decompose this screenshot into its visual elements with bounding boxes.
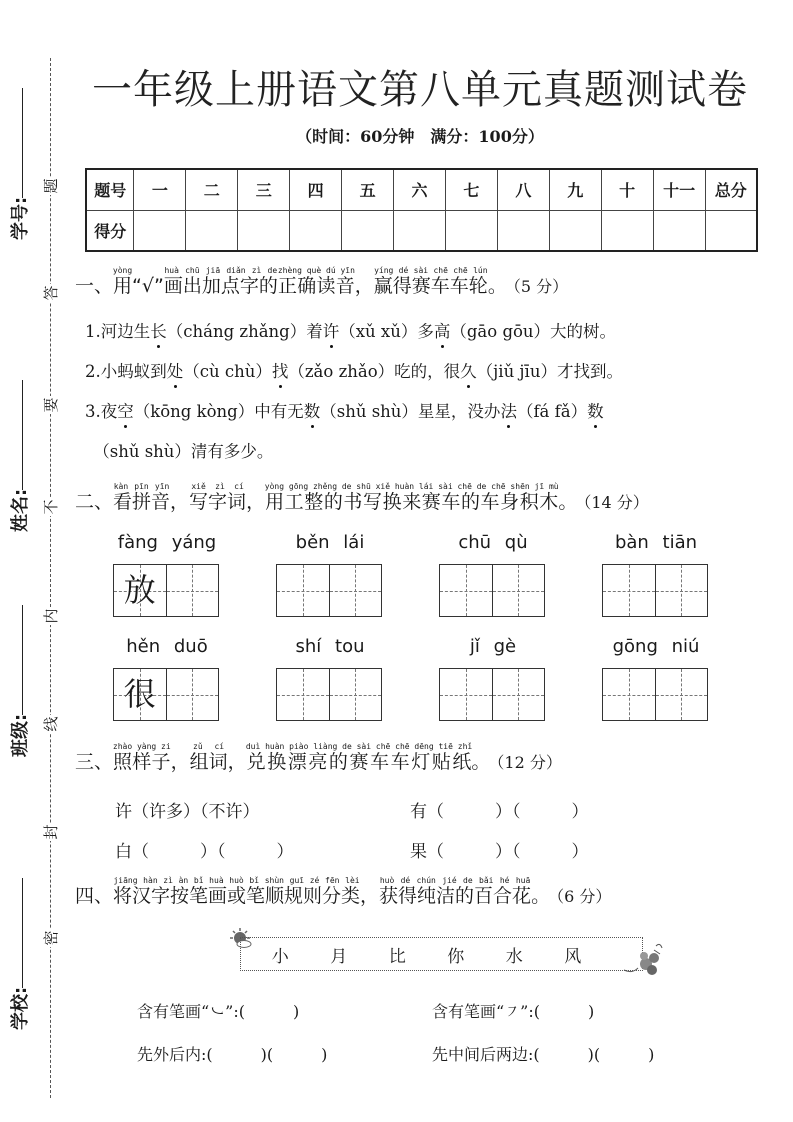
points-badge: （6 分） [556,887,612,906]
page-title: 一年级上册语文第八单元真题测试卷 [92,67,748,113]
banner-character: 你 [447,946,465,967]
question-number: 九 [549,169,601,210]
seal-char: 要 [42,397,60,413]
tianzige-grid [113,564,219,617]
pinyin: zhèng què dú yīn [277,266,355,275]
pinyin-writing-item [602,532,710,617]
writing-cell[interactable] [167,565,219,616]
seal-char: 不 [42,499,60,515]
dotted-character[interactable]: 法 [500,402,517,421]
writing-cell[interactable] [656,565,708,616]
writing-cell[interactable]: 很 [114,669,167,720]
word-blank-you[interactable]: 有（ ）（ ） [410,802,589,822]
question-number: 八 [497,169,549,210]
info-field-label: 学校: [10,986,31,1030]
heading-text-with-pinyin: 画出加点字的huà chū jiā diǎn zì de [163,266,278,297]
dotted-character[interactable]: 找 [271,362,289,381]
pinyin: zhào yàng zi [112,742,171,751]
heading-text-with-pinyin: 看拼音kàn pīn yīn [113,482,171,513]
pinyin: huò dé chún jié de bǎi hé huā [379,876,532,885]
heading-text: 二、 [75,491,114,513]
writing-cell[interactable]: 放 [114,565,167,616]
question-number: 总分 [705,169,757,210]
pinyin-writing-item [439,636,547,721]
pinyin: yòng gōng zhěng de shū xiě huàn lái sài chē de chē shēn jī mù [264,482,559,491]
dotted-character[interactable]: 数 [587,402,604,421]
seal-char: 密 [42,930,60,946]
dotted-character[interactable]: 数 [303,402,321,421]
heading-text: ， [360,885,380,907]
order-prompt-2[interactable]: 先中间后两边:( )( ) [432,1045,655,1064]
score-cell[interactable] [601,210,653,251]
score-cell[interactable] [705,210,757,251]
section-3-heading [75,742,562,774]
pinyin-label: běn lái [295,532,365,553]
banner-character: 比 [388,946,406,967]
question-text: （cù chù） [183,362,272,381]
info-field-blank[interactable] [22,88,23,198]
writing-cell[interactable] [440,669,493,720]
heading-text: “√” [132,275,164,297]
score-table [85,168,758,252]
pinyin: jiāng hàn zì àn bǐ huà huò bǐ shùn guī zé fēn lèi [113,876,361,885]
question-line [85,398,604,422]
pinyin: duì huàn piào liàng de sài chē chē dēng tiē zhǐ [245,742,473,751]
heading-text-with-pinyin: 兑换漂亮的赛车车灯贴纸duì huàn piào liàng de sài chē chē dēng tiē zhǐ [245,742,473,773]
seal-char: 答 [42,285,60,301]
stroke-prompt-1[interactable]: 含有笔画“㇃”:( ) [137,1002,300,1021]
score-cell[interactable] [394,210,446,251]
heading-text-with-pinyin: 用yòng [112,266,133,297]
pinyin: yíng dé sài chē chē lún [373,266,488,275]
seal-char: 题 [42,178,60,194]
question-number: 三 [238,169,290,210]
heading-text-with-pinyin: 写字词xiě zì cí [189,482,247,513]
question-text: （xǔ xǔ）多 [339,322,434,341]
question-text: （fá fǎ） [516,402,588,421]
tianzige-grid [602,668,708,721]
heading-text-with-pinyin: 将汉字按笔画或笔顺规则分类jiāng hàn zì àn bǐ huà huò bǐ shùn guī zé fēn lèi [113,876,361,907]
question-text: 3.夜 [85,402,118,421]
question-number: 六 [394,169,446,210]
writing-cell[interactable] [603,669,656,720]
writing-cell[interactable] [330,669,382,720]
order-prompt-1[interactable]: 先外后内:( )( ) [137,1045,328,1064]
pinyin: zǔ cí [189,742,228,751]
pinyin-writing-item [602,636,710,721]
heading-text-with-pinyin: 组词zǔ cí [189,742,228,773]
stroke-prompt-2[interactable]: 含有笔画“㇇”:( ) [432,1002,595,1021]
heading-text: ， [227,751,247,773]
heading-text: 。 [471,751,491,773]
pinyin-writing-item [276,636,384,721]
heading-text-with-pinyin: 用工整的书写换来赛车的车身积木yòng gōng zhěng de shū xiě huàn lái sài chē de chē shēn jī mù [264,482,559,513]
writing-cell[interactable] [440,565,493,616]
pinyin-label: jǐ gè [469,636,517,657]
heading-text-with-pinyin: 正确读音zhèng què dú yīn [277,266,355,297]
question-number: 五 [342,169,394,210]
banner-character: 小 [271,946,289,967]
pinyin: xiě zì cí [189,482,247,491]
heading-text: 三、 [75,751,114,773]
question-line [85,318,616,342]
question-text: （cháng zhǎng）着 [166,322,323,341]
writing-cell[interactable] [277,669,330,720]
info-field-blank[interactable] [22,605,23,715]
dotted-character[interactable]: 长 [150,322,167,341]
score-cell[interactable] [497,210,549,251]
pinyin-writing-item [439,532,547,617]
dotted-character[interactable]: 许 [322,322,340,341]
pinyin-label: chū qù [458,532,528,553]
tianzige-grid [439,564,545,617]
score-cell[interactable] [238,210,290,251]
question-text: （shǔ shù）星星，没办 [320,402,501,421]
dotted-character[interactable]: 空 [117,402,134,421]
question-number: 十 [601,169,653,210]
heading-text: ， [170,491,190,513]
tianzige-grid [276,668,382,721]
heading-text-with-pinyin: 获得纯洁的百合花huò dé chún jié de bǎi hé huā [379,876,532,907]
question-number: 七 [445,169,497,210]
question-line [85,438,273,462]
pinyin: yòng [112,266,133,275]
info-field-label: 班级: [10,713,31,757]
tianzige-grid [113,668,219,721]
question-number: 一 [134,169,186,210]
pinyin: kàn pīn yīn [113,482,171,491]
dotted-character[interactable]: 处 [166,362,184,381]
pinyin-label: bàn tiān [614,532,698,553]
question-text: （kōng kòng）中有无 [133,402,304,421]
seal-char: 线 [42,716,60,732]
tianzige-grid [439,668,545,721]
heading-text: 。 [487,275,507,297]
banner-character: 风 [564,946,582,967]
section-1-heading [75,266,568,298]
example-word: 许（许多）（不许） [115,802,260,822]
writing-cell[interactable] [493,669,545,720]
writing-cell[interactable] [656,669,708,720]
character-banner [240,937,643,971]
heading-text: ， [170,751,190,773]
question-text: 1.河边生 [85,322,151,341]
writing-cell[interactable] [603,565,656,616]
row-label: 题号 [86,169,134,210]
word-blank-bai[interactable]: 白（ ）（ ） [115,842,294,862]
score-cell[interactable] [186,210,238,251]
question-number: 十一 [653,169,705,210]
question-text: （gāo gōu）大的树。 [450,322,617,341]
score-cell[interactable] [342,210,394,251]
heading-text-with-pinyin: 赢得赛车车轮yíng dé sài chē chē lún [373,266,488,297]
score-cell[interactable] [549,210,601,251]
exam-info: （时间：60分钟 满分：100分） [296,127,544,146]
tianzige-grid [276,564,382,617]
score-cell[interactable] [653,210,705,251]
pinyin-label: gōng niú [612,636,700,657]
question-text: （zǎo zhǎo）吃的，很 [288,362,461,381]
heading-text: 。 [558,491,578,513]
score-table-header-row [86,169,757,210]
question-line [85,358,623,382]
writing-cell[interactable] [277,565,330,616]
seal-char: 内 [42,608,60,624]
tianzige-grid [602,564,708,617]
word-blank-guo[interactable]: 果（ ）（ ） [410,842,589,862]
question-text: （jiǔ jīu）才找到。 [476,362,623,381]
flower-decoration-icon [622,940,664,980]
writing-cell[interactable] [493,565,545,616]
question-number: 四 [290,169,342,210]
row-label: 得分 [86,210,134,251]
pinyin-writing-item [113,636,221,721]
info-field-label: 姓名: [10,488,31,532]
heading-text-with-pinyin: 照样子zhào yàng zi [112,742,171,773]
points-badge: （14 分） [583,493,649,512]
writing-cell[interactable] [330,565,382,616]
info-field-label: 学号: [10,196,31,240]
question-text: （shǔ shù）清有多少。 [85,442,274,461]
pinyin: huà chū jiā diǎn zì de [163,266,278,275]
section-2-heading [75,482,649,514]
pinyin-label: shí tou [295,636,365,657]
writing-cell[interactable] [167,669,219,720]
banner-character: 月 [330,946,348,967]
heading-text: ， [354,275,374,297]
info-field-blank[interactable] [22,380,23,490]
banner-character: 水 [505,946,523,967]
pinyin-writing-item [276,532,384,617]
question-text: 2.小蚂蚁到 [85,362,167,381]
pinyin-writing-item [113,532,221,617]
pinyin-label: fàng yáng [117,532,217,553]
points-badge: （5 分） [512,277,569,296]
dotted-character[interactable]: 久 [460,362,477,381]
score-cell[interactable] [134,210,186,251]
score-cell[interactable] [445,210,497,251]
score-cell[interactable] [290,210,342,251]
pinyin-label: hěn duō [126,636,208,657]
dotted-character[interactable]: 高 [433,322,451,341]
score-table-score-row [86,210,757,251]
info-field-blank[interactable] [22,878,23,988]
heading-text: 。 [531,885,551,907]
points-badge: （12 分） [496,753,562,772]
heading-text: 一、 [75,275,114,297]
heading-text: 四、 [75,885,114,907]
heading-text: ， [246,491,266,513]
section-4-heading [75,876,611,908]
question-number: 二 [186,169,238,210]
seal-char: 封 [42,824,60,840]
